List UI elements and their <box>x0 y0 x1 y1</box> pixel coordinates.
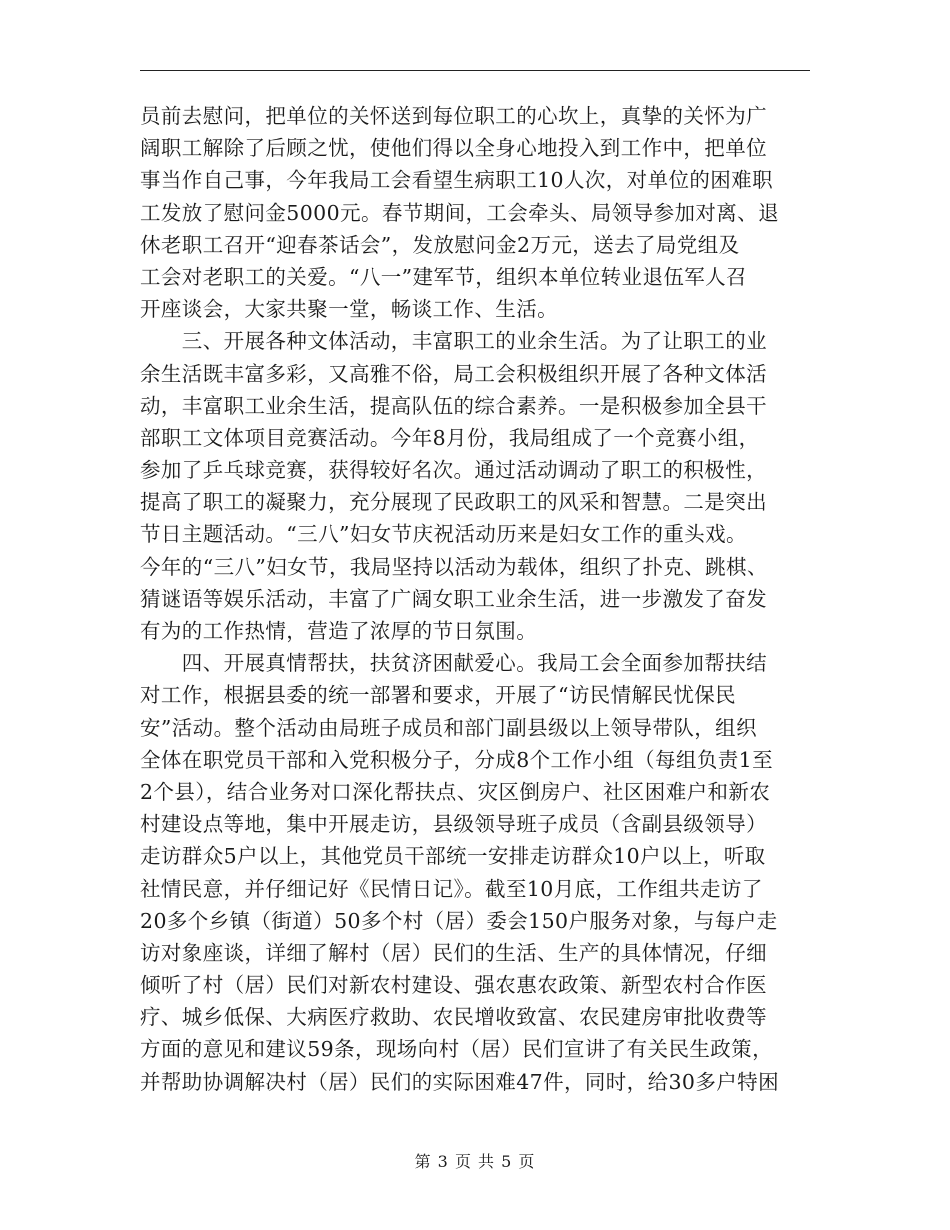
text-line: 开座谈会，大家共聚一堂，畅谈工作、生活。 <box>140 297 558 322</box>
text-line: 访对象座谈，详细了解村（居）民们的生活、生产的具体情况，仔细 <box>140 940 767 965</box>
text-line: 有为的工作热情，营造了浓厚的节日氛围。 <box>140 619 538 643</box>
text-line: 倾听了村（居）民们对新农村建设、强农惠农政策、新型农村合作医 <box>140 973 767 998</box>
text-line: 三、开展各种文体活动，丰富职工的业余生活。为了让职工的业 <box>140 329 767 354</box>
text-line: 事当作自己事，今年我局工会看望生病职工10人次，对单位的困难职 <box>140 168 773 193</box>
text-line: 方面的意见和建议59条，现场向村（居）民们宣讲了有关民生政策， <box>140 1037 773 1062</box>
text-line: 提高了职工的凝聚力，充分展现了民政职工的风采和智慧。二是突出 <box>140 490 767 515</box>
text-line: 工发放了慰问金5000元。春节期间，工会牵头、局领导参加对离、退 <box>140 200 779 225</box>
text-line: 走访群众5户以上，其他党员干部统一安排走访群众10户以上，听取 <box>140 844 766 869</box>
text-line: 疗、城乡低保、大病医疗救助、农民增收致富、农民建房审批收费等 <box>140 1005 767 1030</box>
text-line: 猜谜语等娱乐活动，丰富了广阔女职工业余生活，进一步激发了奋发 <box>140 586 767 611</box>
text-line: 四、开展真情帮扶，扶贫济困献爱心。我局工会全面参加帮扶结 <box>140 651 767 676</box>
text-line: 动，丰富职工业余生活，提高队伍的综合素养。一是积极参加全县干 <box>140 393 767 418</box>
text-line: 全体在职党员干部和入党积极分子，分成8个工作小组（每组负责1至 <box>140 747 773 772</box>
text-line: 20多个乡镇（街道）50多个村（居）委会150户服务对象，与每户走 <box>140 908 778 933</box>
text-line: 今年的“三八”妇女节，我局坚持以活动为载体，组织了扑克、跳棋、 <box>140 554 768 579</box>
text-line: 部职工文体项目竞赛活动。今年8月份，我局组成了一个竞赛小组， <box>140 425 760 450</box>
text-line: 安”活动。整个活动由局班子成员和部门副县级以上领导带队，组织 <box>140 715 757 740</box>
text-line: 村建设点等地，集中开展走访，县级领导班子成员（含副县级领导） <box>140 812 767 837</box>
text-line: 员前去慰问，把单位的关怀送到每位职工的心坎上，真挚的关怀为广 <box>140 104 767 128</box>
text-line: 休老职工召开“迎春茶话会”，发放慰问金2万元，送去了局党组及 <box>140 232 740 257</box>
text-line: 并帮助协调解决村（居）民们的实际困难47件，同时，给30多户特困 <box>140 1069 779 1094</box>
text-line: 工会对老职工的关爱。“八一”建军节，组织本单位转业退伍军人召 <box>140 264 747 289</box>
text-line: 参加了乒乓球竞赛，获得较好名次。通过活动调动了职工的积极性， <box>140 458 767 483</box>
text-line: 阔职工解除了后顾之忧，使他们得以全身心地投入到工作中，把单位 <box>140 136 767 161</box>
text-line: 余生活既丰富多彩，又高雅不俗，局工会积极组织开展了各种文体活 <box>140 361 767 386</box>
page-footer: 第 3 页 共 5 页 <box>414 1152 536 1171</box>
text-line: 2个县），结合业务对口深化帮扶点、灾区倒房户、社区困难户和新农 <box>140 779 771 804</box>
text-line: 节日主题活动。“三八”妇女节庆祝活动历来是妇女工作的重头戏。 <box>140 522 747 547</box>
header-rule <box>140 70 810 71</box>
body-text <box>140 100 810 1098</box>
text-line: 对工作，根据县委的统一部署和要求，开展了“访民情解民忧保民 <box>140 683 737 708</box>
text-line: 社情民意，并仔细记好《民情日记》。截至10月底，工作组共走访了 <box>140 876 763 901</box>
